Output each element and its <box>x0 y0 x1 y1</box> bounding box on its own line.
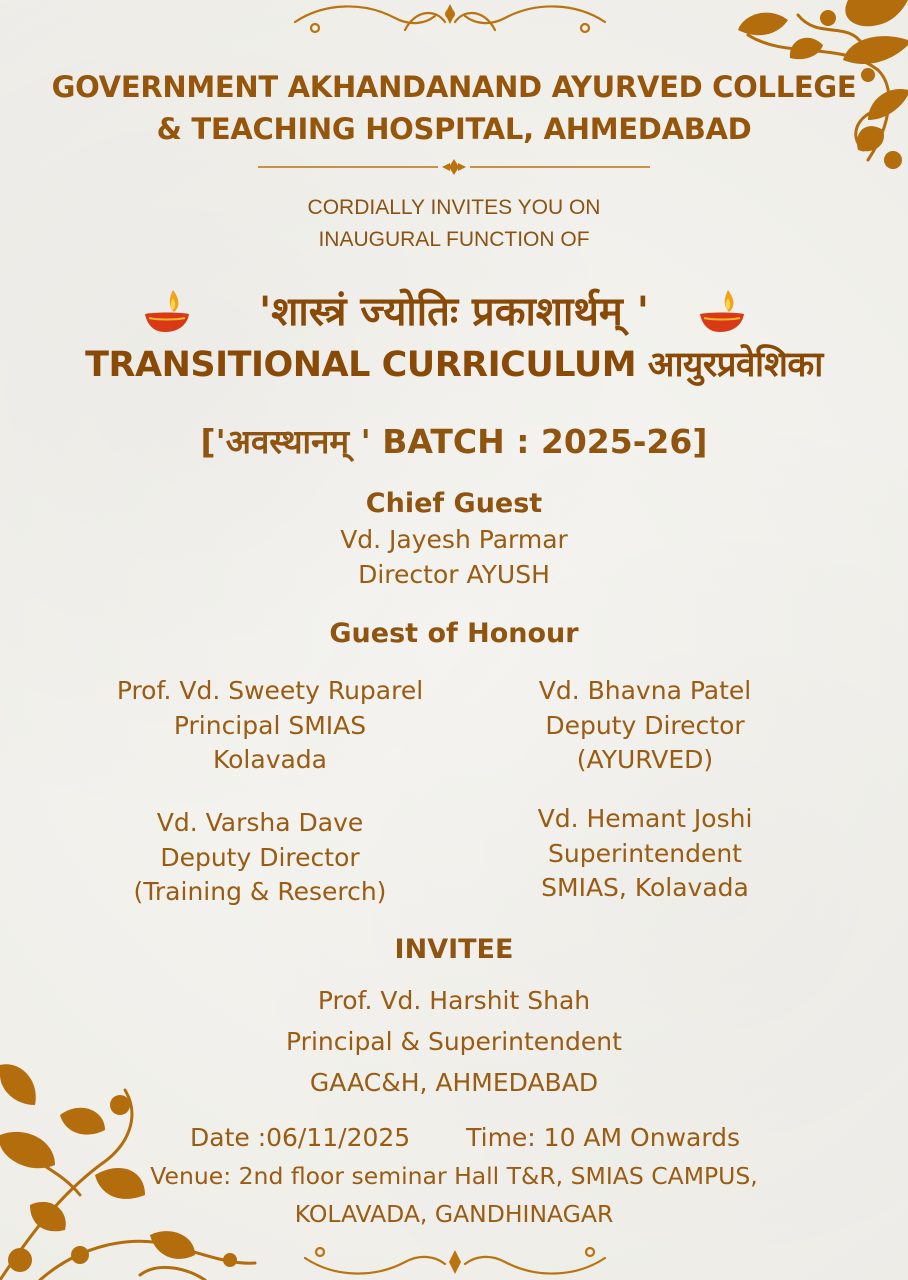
invitee-heading: INVITEE <box>394 934 514 965</box>
guest-org: (Training & Reserch) <box>133 877 387 906</box>
sanskrit-title: 'शास्त्रं ज्योतिः प्रकाशार्थम् ' <box>258 289 650 335</box>
venue-line-1: Venue: 2nd floor seminar Hall T&R, SMIAS CAMPUS, <box>150 1162 758 1190</box>
guest-name: Prof. Vd. Sweety Ruparel <box>116 676 424 705</box>
event-venue <box>0 1157 908 1233</box>
guest-of-honour-heading: Guest of Honour <box>329 618 579 649</box>
guest-role: Superintendent <box>548 838 742 868</box>
guest-card <box>60 806 460 910</box>
guest-card <box>470 802 820 906</box>
college-name-line-1: GOVERNMENT AKHANDANAND AYURVED COLLEGE <box>51 70 857 104</box>
top-swirl-ornament <box>285 0 615 42</box>
invitee-role: Principal & Superintendent <box>286 1027 622 1056</box>
invitee-block <box>0 980 908 1103</box>
curriculum-title: TRANSITIONAL CURRICULUM आयुरप्रवेशिका <box>85 345 823 385</box>
event-time: Time: 10 AM Onwards <box>466 1123 741 1152</box>
batch-line: ['अवस्थानम् ' BATCH : 2025-26] <box>200 422 708 461</box>
guest-role: Deputy Director <box>545 710 745 740</box>
guest-role: Deputy Director <box>160 842 360 872</box>
guest-name: Vd. Bhavna Patel <box>538 676 752 705</box>
invitation-line-2: INAUGURAL FUNCTION OF <box>318 228 590 251</box>
guest-card <box>470 674 820 778</box>
chief-guest-block <box>0 523 908 592</box>
guest-role: Principal SMIAS <box>173 710 367 740</box>
invitee-org: GAAC&H, AHMEDABAD <box>309 1068 599 1097</box>
event-date-time <box>190 1121 750 1156</box>
college-name-line-2: & TEACHING HOSPITAL, AHMEDABAD <box>156 112 752 146</box>
event-date: Date :06/11/2025 <box>190 1123 411 1152</box>
guest-org: SMIAS, Kolavada <box>541 873 749 902</box>
guest-org: Kolavada <box>212 745 327 774</box>
venue-line-2: KOLAVADA, GANDHINAGAR <box>294 1200 614 1228</box>
guest-name: Vd. Hemant Joshi <box>537 804 753 833</box>
header-divider-ornament <box>258 158 650 176</box>
guest-card <box>70 674 470 778</box>
invitation-line-1: CORDIALLY INVITES YOU ON <box>307 196 601 219</box>
chief-guest-role: Director AYUSH <box>358 559 550 589</box>
chief-guest-name: Vd. Jayesh Parmar <box>340 525 568 554</box>
guest-name: Vd. Varsha Dave <box>156 808 364 837</box>
bottom-swirl-ornament <box>295 1238 615 1280</box>
chief-guest-heading: Chief Guest <box>365 488 543 519</box>
guest-org: (AYURVED) <box>576 745 714 774</box>
invitee-name: Prof. Vd. Harshit Shah <box>317 986 591 1015</box>
